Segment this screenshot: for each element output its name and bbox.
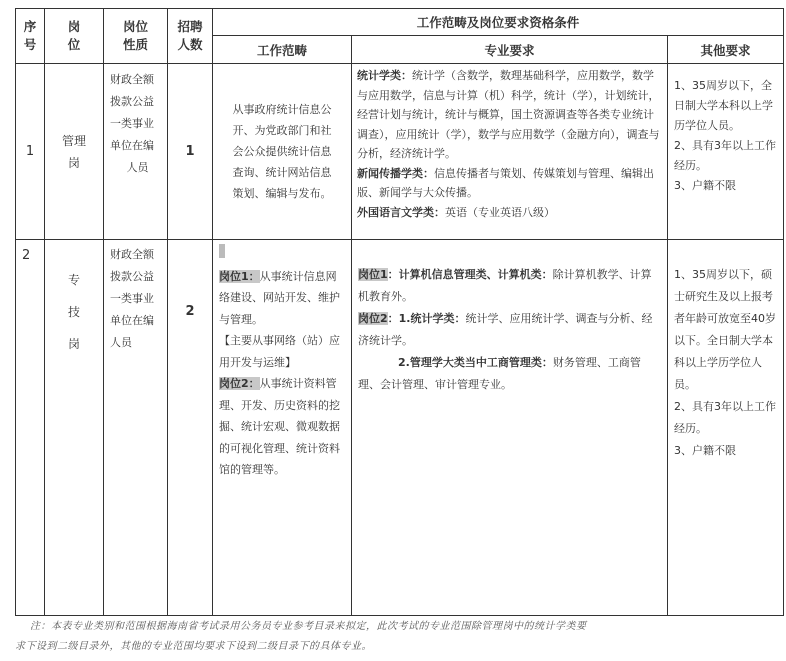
header-count: 招聘 人数 xyxy=(168,9,213,64)
row1-nature: 财政全额 拨款公益 一类事业 单位在编 人员 xyxy=(104,64,168,240)
row2-nature: 财政全额 拨款公益 一类事业 单位在编 人员 xyxy=(104,240,168,616)
footnote: 注：本表专业类别和范围根据海南省考试录用公务员专业参考目录来拟定，此次考试的专业范围除管理岗中的统计学类要 求下设到二级目录外，其他的专业范围均要求下设到二级目录下的具体专业。 xyxy=(15,621,587,652)
row2-major: 岗位1：计算机信息管理类、计算机类：除计算机教学、计算机教育外。 岗位2：1.统计学类：统计学、应用统计学、调查与分析、经济统计学。 2.管理学大类当中工商管理类：财务管理、工商管理、会计管理、审计管理专业。 xyxy=(352,240,668,616)
row2-count: 2 xyxy=(168,240,213,616)
row1-post: 管理 岗 xyxy=(45,64,104,240)
row1-major: 统计学类：统计学（含数学，数理基础科学，应用数学，数学与应用数学，信息与计算（机）科学，统计（学），计划统计，经营计划与统计，统计与概算，国土资源调查等各类专业统计调查），应用统计（学），数学与应用数学（金融方向），调查与分析，经济统计学。 新闻传播学类：信息传播者与策划、传媒策划与管理、编辑出版、新闻学与大众传播。 外国语言文学类：英语（专业英语八级） xyxy=(352,64,668,240)
row1-count: 1 xyxy=(168,64,213,240)
row2-seq: 2 xyxy=(16,240,45,616)
row2-post: 专 技 岗 xyxy=(45,240,104,616)
header-post: 岗 位 xyxy=(45,9,104,64)
row2-scope: 岗位1：从事统计信息网络建设、网站开发、维护与管理。 【主要从事网络（站）应用开发与运维】 岗位2：从事统计资料管理、开发、历史资料的挖掘、统计宏观、微观数据的可视化管理、统计资料馆的管理等。 xyxy=(213,240,352,616)
row1-seq: 1 xyxy=(16,64,45,240)
row1-scope: 从事政府统计信息公 开、为党政部门和社 会公众提供统计信息 查询、统计网站信息 策划、编辑与发布。 xyxy=(213,64,352,240)
header-group-title: 工作范畴及岗位要求资格条件 xyxy=(213,9,784,36)
header-other: 其他要求 xyxy=(668,36,784,64)
recruitment-table xyxy=(15,8,784,616)
row2-other: 1、35周岁以下，硕士研究生及以上报考者年龄可放宽至40岁以下。全日制大学本科以上学历学位人员。 2、具有3年以上工作经历。 3、户籍不限 xyxy=(668,240,784,616)
header-major: 专业要求 xyxy=(352,36,668,64)
header-seq: 序 号 xyxy=(16,9,45,64)
row1-other: 1、35周岁以下，全日制大学本科以上学历学位人员。 2、具有3年以上工作经历。 3、户籍不限 xyxy=(668,64,784,240)
header-nature: 岗位 性质 xyxy=(104,9,168,64)
header-scope: 工作范畴 xyxy=(213,36,352,64)
table-row xyxy=(16,240,784,616)
table-row xyxy=(16,64,784,240)
highlight-marker xyxy=(219,244,225,258)
